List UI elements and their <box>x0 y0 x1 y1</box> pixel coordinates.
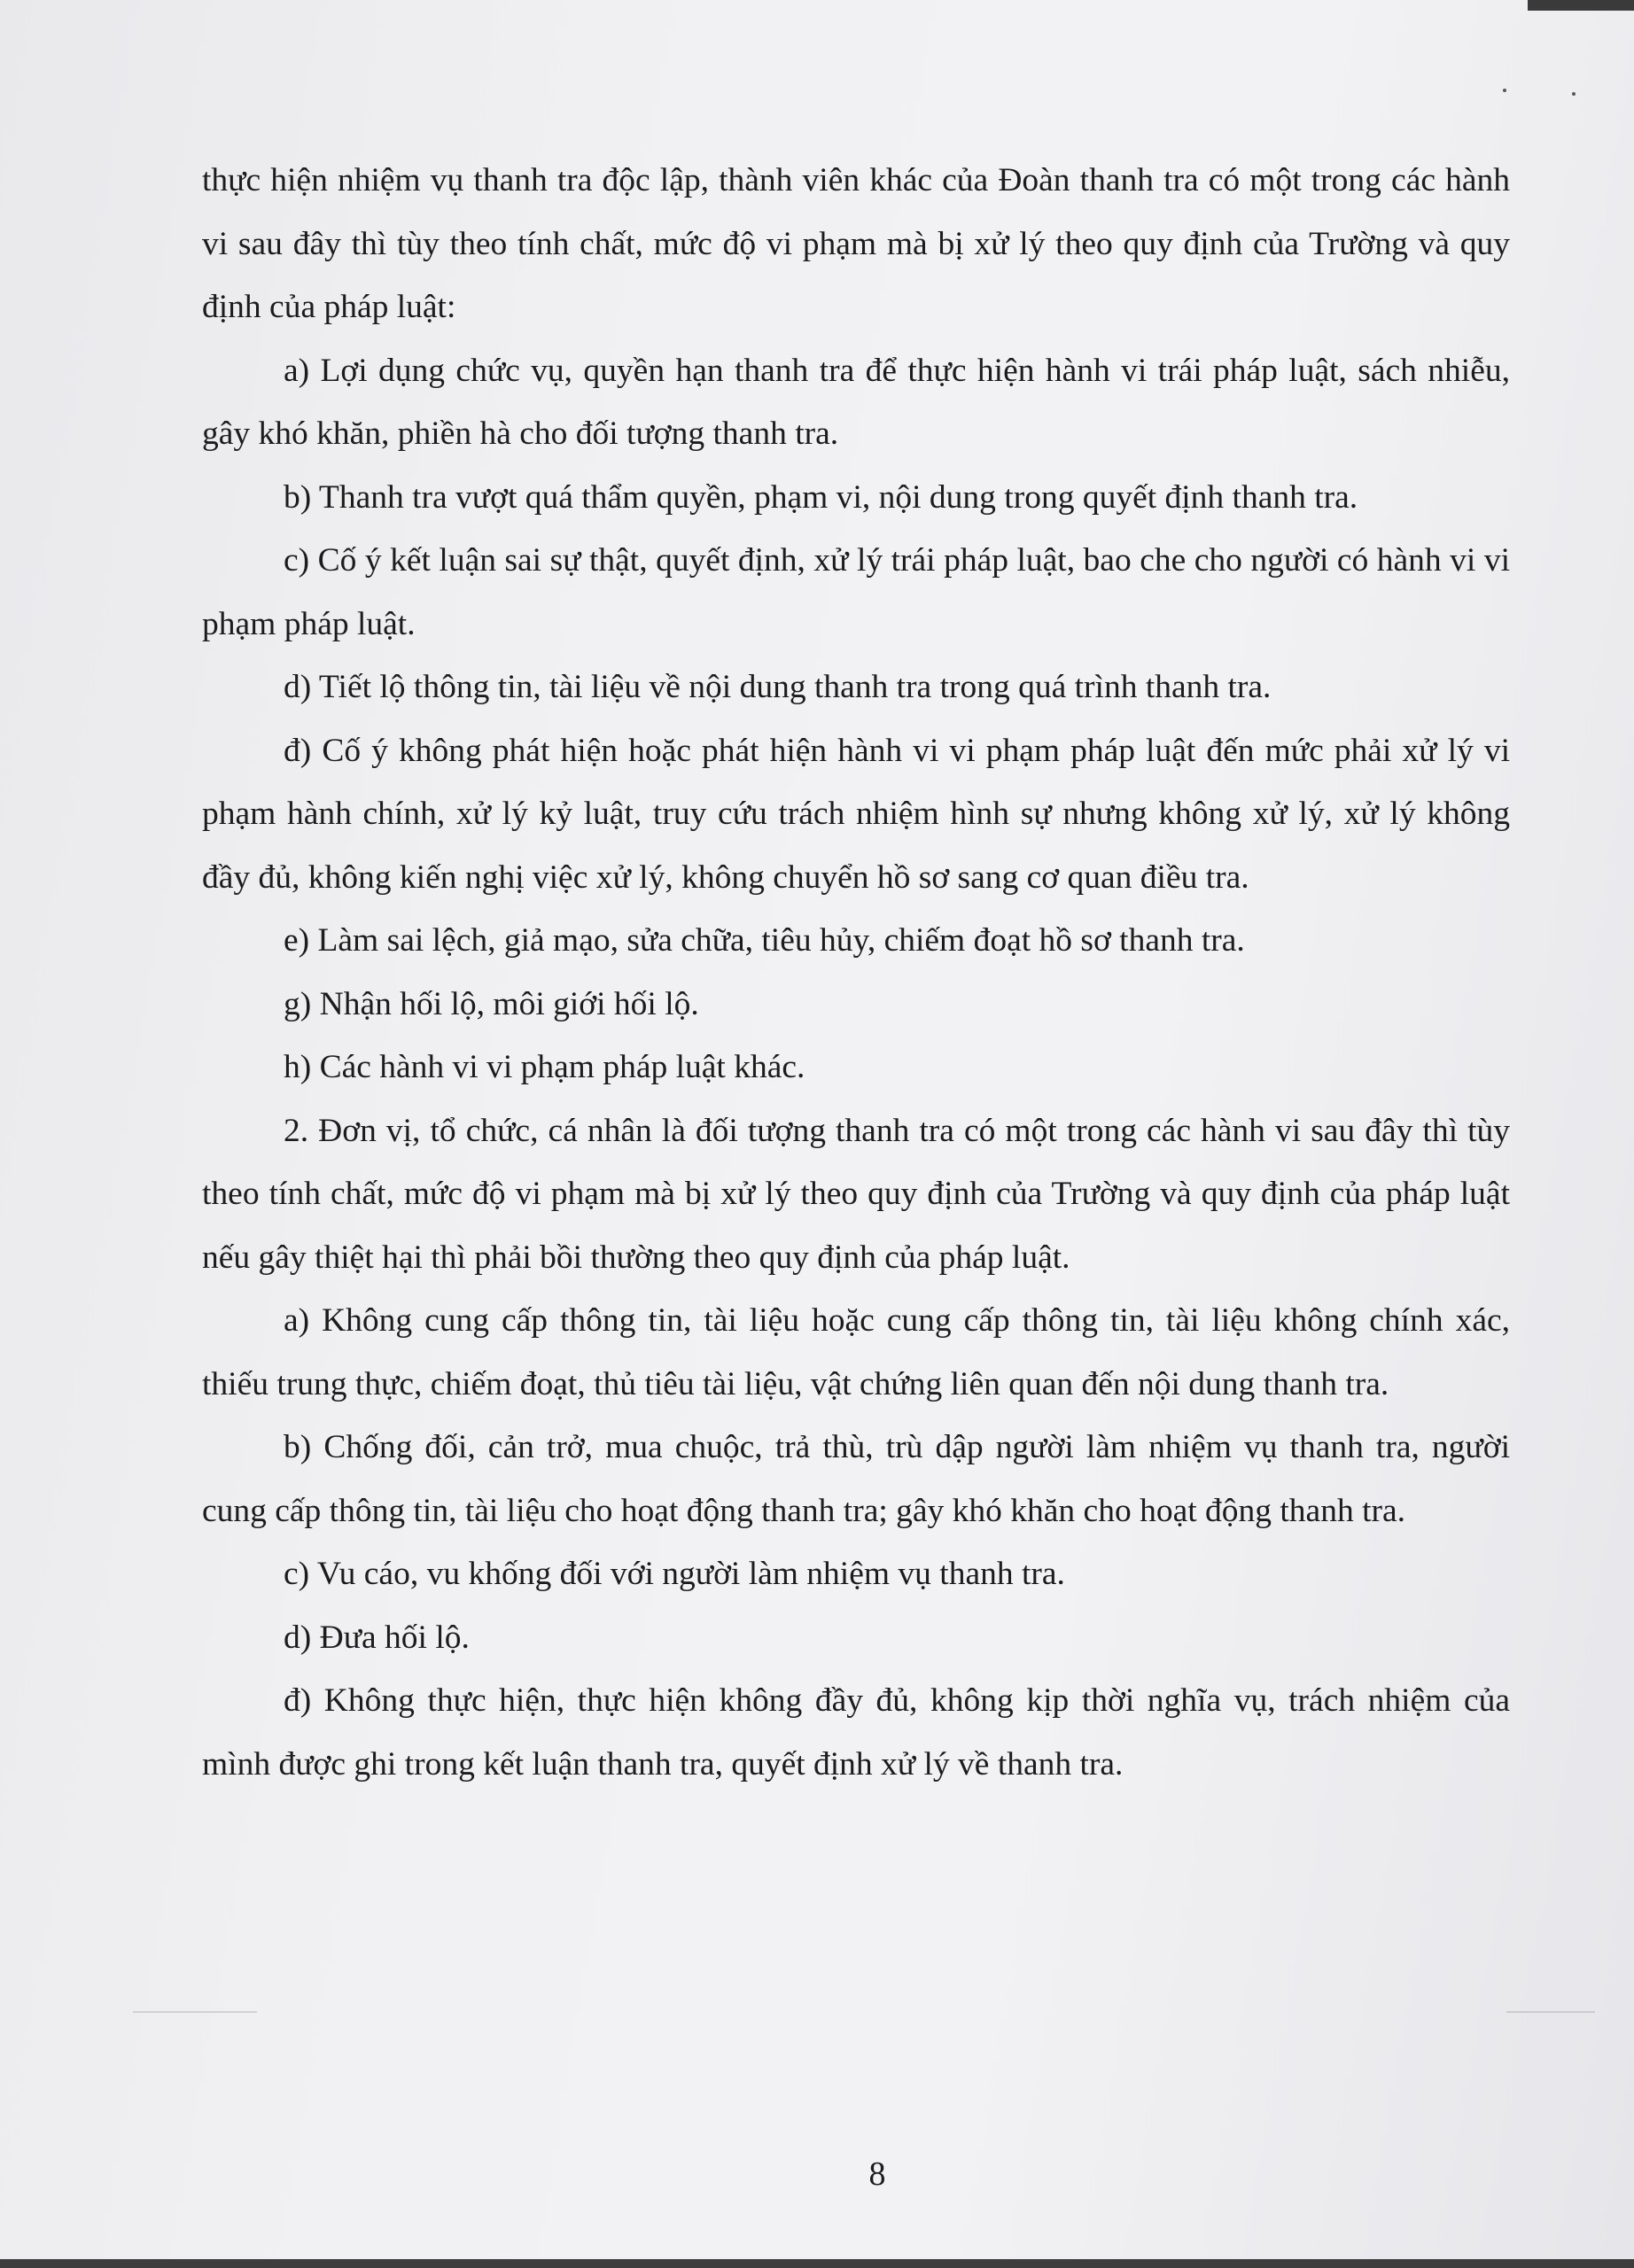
paragraph-1c: c) Cố ý kết luận sai sự thật, quyết định, xử lý trái pháp luật, bao che cho người có hành vi vi phạm pháp luật. <box>202 542 1510 642</box>
paragraph-2d: d) Đưa hối lộ. <box>284 1619 470 1656</box>
paragraph-1a: a) Lợi dụng chức vụ, quyền hạn thanh tra để thực hiện hành vi trái pháp luật, sách nhiễu, gây khó khăn, phiền hà cho đối tượng thanh tra. <box>202 352 1510 452</box>
paragraph-2c: c) Vu cáo, vu khống đối với người làm nhiệm vụ thanh tra. <box>284 1556 1065 1592</box>
paragraph-2: 2. Đơn vị, tổ chức, cá nhân là đối tượng thanh tra có một trong các hành vi sau đây thì tùy theo tính chất, mức độ vi phạm mà bị xử lý theo quy định của Trường và quy định của pháp luật nếu gây thiệt hại thì phải bồi thường theo quy định của pháp luật. <box>202 1112 1510 1276</box>
scan-artifact-line <box>133 2011 257 2013</box>
scan-artifact-line <box>1506 2011 1595 2013</box>
paragraph-1d: d) Tiết lộ thông tin, tài liệu về nội dung thanh tra trong quá trình thanh tra. <box>284 669 1272 705</box>
scan-speck <box>1572 92 1576 96</box>
paragraph-1: thực hiện nhiệm vụ thanh tra độc lập, thành viên khác của Đoàn thanh tra có một trong các hành vi sau đây thì tùy theo tính chất, mức độ vi phạm mà bị xử lý theo quy định của Trường và quy định của pháp luật: <box>202 162 1510 325</box>
paragraph-1dd: đ) Cố ý không phát hiện hoặc phát hiện hành vi vi phạm pháp luật đến mức phải xử lý vi phạm hành chính, xử lý kỷ luật, truy cứu trách nhiệm hình sự nhưng không xử lý, xử lý không đầy đủ, không kiến nghị việc xử lý, không chuyển hồ sơ sang cơ quan điều tra. <box>202 732 1510 896</box>
paragraph-1b: b) Thanh tra vượt quá thẩm quyền, phạm vi, nội dung trong quyết định thanh tra. <box>284 478 1358 516</box>
scan-edge-bottom <box>0 2259 1634 2268</box>
paragraph-1h: h) Các hành vi vi phạm pháp luật khác. <box>284 1049 805 1085</box>
scan-edge-top <box>1528 0 1634 11</box>
scan-speck <box>1503 89 1506 92</box>
paragraph-1g: g) Nhận hối lộ, môi giới hối lộ. <box>284 985 699 1022</box>
paragraph-2dd: đ) Không thực hiện, thực hiện không đầy đủ, không kịp thời nghĩa vụ, trách nhiệm của mình được ghi trong kết luận thanh tra, quyết định xử lý về thanh tra. <box>202 1682 1510 1783</box>
page-number: 8 <box>868 2155 886 2193</box>
paragraph-2b: b) Chống đối, cản trở, mua chuộc, trả thù, trù dập người làm nhiệm vụ thanh tra, người cung cấp thông tin, tài liệu cho hoạt động thanh tra; gây khó khăn cho hoạt động thanh tra. <box>202 1429 1510 1529</box>
paragraph-1e: e) Làm sai lệch, giả mạo, sửa chữa, tiêu hủy, chiếm đoạt hồ sơ thanh tra. <box>284 922 1245 959</box>
paragraph-2a: a) Không cung cấp thông tin, tài liệu hoặc cung cấp thông tin, tài liệu không chính xác, thiếu trung thực, chiếm đoạt, thủ tiêu tài liệu, vật chứng liên quan đến nội dung thanh tra. <box>202 1302 1510 1402</box>
document-body <box>202 149 1510 1796</box>
